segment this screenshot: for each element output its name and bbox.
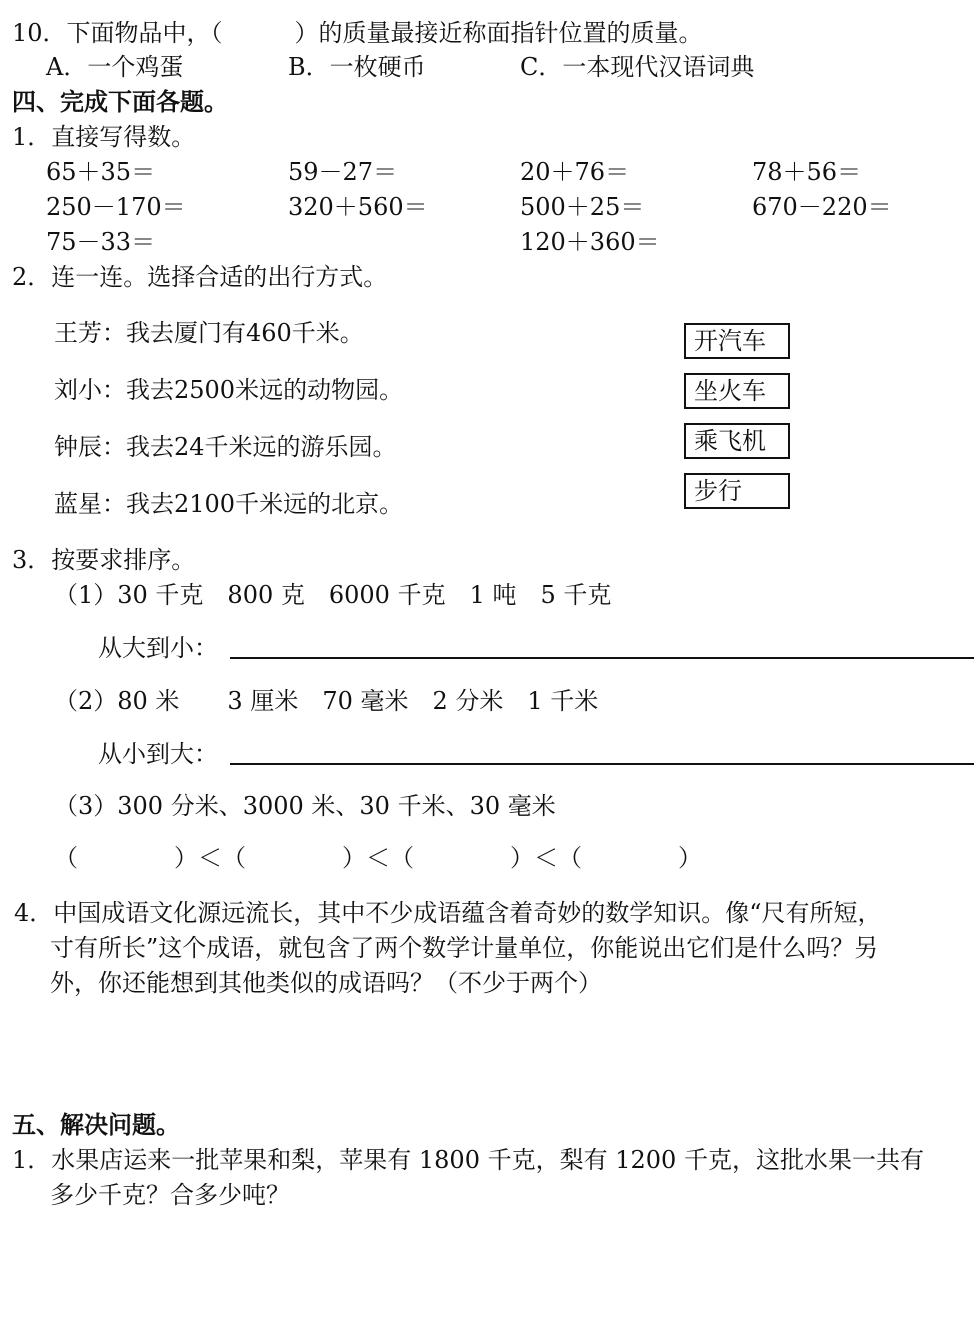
p1-title: 1．直接写得数。 xyxy=(12,123,196,151)
calc-item: 78＋56＝ xyxy=(752,158,862,186)
comparison-blanks: （ ）＜（ ）＜（ ）＜（ ） xyxy=(54,844,702,872)
section4-heading: 四、完成下面各题。 xyxy=(12,87,228,116)
person-statement: 蓝星：我去2100千米远的北京。 xyxy=(54,490,404,518)
p4-line1: 4．中国成语文化源远流长，其中不少成语蕴含着奇妙的数学知识。像“尺有所短， xyxy=(14,899,882,927)
q10-stem: 10．下面物品中，（ ）的质量最接近称面指针位置的质量。 xyxy=(12,19,703,47)
calc-item: 20＋76＝ xyxy=(520,158,630,186)
p3-sub2: （2）80 米 3 厘米 70 毫米 2 分米 1 千米 xyxy=(54,687,599,715)
p3-sub1-label: 从大到小： xyxy=(98,634,218,662)
p2-title: 2．连一连。选择合适的出行方式。 xyxy=(12,263,388,291)
q10-option-a: A．一个鸡蛋 xyxy=(46,53,184,81)
q10-option-b: B．一枚硬币 xyxy=(288,53,426,81)
option-box-plane[interactable]: 乘飞机 xyxy=(684,423,790,459)
calc-item: 75－33＝ xyxy=(46,228,156,256)
calc-item: 670－220＝ xyxy=(752,193,892,221)
option-box-walk[interactable]: 步行 xyxy=(684,473,790,509)
p4-line3: 外，你还能想到其他类似的成语吗？（不少于两个） xyxy=(50,969,602,997)
p3-sub1: （1）30 千克 800 克 6000 千克 1 吨 5 千克 xyxy=(54,581,612,609)
calc-item: 320＋560＝ xyxy=(288,193,428,221)
person-statement: 钟辰：我去24千米远的游乐园。 xyxy=(54,433,397,461)
p3-sub3: （3）300 分米、3000 米、30 千米、30 毫米 xyxy=(54,792,556,820)
calc-item: 59－27＝ xyxy=(288,158,398,186)
calc-item: 120＋360＝ xyxy=(520,228,660,256)
calc-item: 250－170＝ xyxy=(46,193,186,221)
q10-option-c: C．一本现代汉语词典 xyxy=(520,53,755,81)
option-box-train[interactable]: 坐火车 xyxy=(684,373,790,409)
person-statement: 刘小：我去2500米远的动物园。 xyxy=(54,376,404,404)
s5-p1-line1: 1．水果店运来一批苹果和梨，苹果有 1800 千克，梨有 1200 千克，这批水果一共有 xyxy=(12,1146,924,1174)
option-box-car[interactable]: 开汽车 xyxy=(684,323,790,359)
calc-item: 500＋25＝ xyxy=(520,193,645,221)
calc-item: 65＋35＝ xyxy=(46,158,156,186)
answer-line[interactable] xyxy=(230,657,974,659)
section5-heading: 五、解决问题。 xyxy=(12,1110,180,1139)
s5-p1-line2: 多少千克？合多少吨？ xyxy=(50,1181,290,1209)
person-statement: 王芳：我去厦门有460千米。 xyxy=(54,319,364,347)
p4-line2: 寸有所长”这个成语，就包含了两个数学计量单位，你能说出它们是什么吗？另 xyxy=(50,934,879,962)
p3-sub2-label: 从小到大： xyxy=(98,740,218,768)
p3-title: 3．按要求排序。 xyxy=(12,546,196,574)
answer-line[interactable] xyxy=(230,763,974,765)
